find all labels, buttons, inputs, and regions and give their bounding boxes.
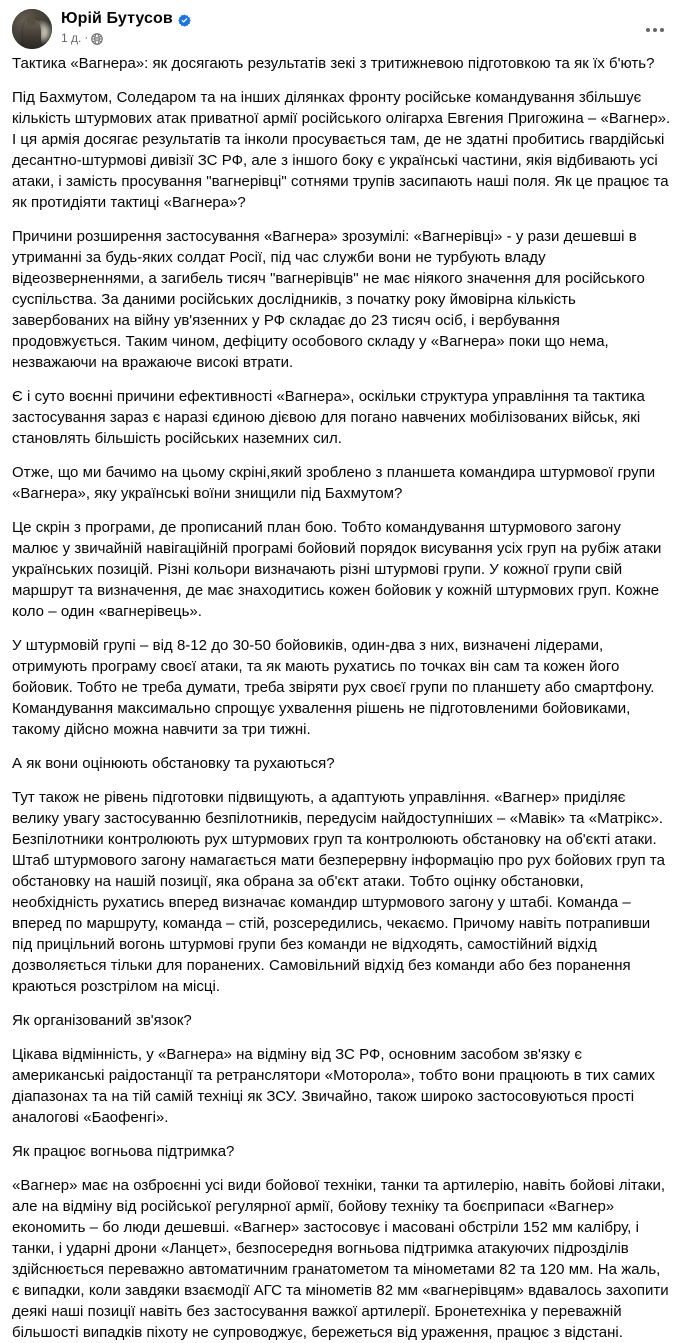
meta-separator: · bbox=[84, 30, 89, 44]
author-name-row bbox=[61, 10, 191, 28]
verified-badge-icon bbox=[178, 14, 191, 27]
ellipsis-dot-3 bbox=[660, 28, 664, 32]
post-paragraph: Як організований зв'язок? bbox=[12, 1012, 192, 1029]
post-paragraph: Отже, що ми бачимо на цьому скріні,який зроблено з планшета командира штурмової групи «Вагнера», яку українські воїни знищили під Бахмутом? bbox=[12, 464, 656, 502]
globe-public-icon[interactable] bbox=[91, 33, 103, 45]
post-paragraph: А як вони оцінюють обстановку та рухаються? bbox=[12, 755, 335, 772]
avatar[interactable] bbox=[12, 9, 52, 49]
post-paragraph: Тактика «Вагнера»: як досягають результатів зекі з тритижневою підготовкою та як їх б'ють? bbox=[12, 55, 655, 72]
post-more-options-button[interactable] bbox=[639, 14, 671, 46]
post-timestamp[interactable]: 1 д. bbox=[61, 31, 82, 45]
post-author-identity bbox=[61, 9, 191, 45]
post-body-text bbox=[0, 50, 683, 1343]
post-paragraph: Як працює вогньова підтримка? bbox=[12, 1143, 235, 1160]
post-header bbox=[0, 0, 683, 50]
post-meta-row bbox=[61, 31, 191, 45]
post-paragraph: Це скрін з програми, де прописаний план бою. Тобто командування штурмового загону малює у звичайній навігаційній програмі бойовий порядок висування усіх груп на рубіж атаки українських позицій. Різні кольори визначають різні штурмові групи. У кожної групи свій маршрут та визначення, де має знаходитись кожен бойовик у кожній штурмових груп. Кожне коло – один «вагнерівець». bbox=[12, 519, 662, 620]
post-paragraph: Цікава відмінність, у «Вагнера» на відміну від ЗС РФ, основним засобом зв'язку є американські раідостанції та ретранслятори «Моторола», тобто вони працюють в тих самих діапазонах та на тій самій техніці як ЗСУ. Звичайно, також широко застосовуються прості аналогові «Баофенгі». bbox=[12, 1046, 655, 1126]
author-name[interactable]: Юрій Бутусов bbox=[61, 10, 173, 27]
post-paragraph: Тут також не рівень підготовки підвищують, а адаптують управління. «Вагнер» приділяє велику увагу застосуванню безпілотників, передусім найдоступніших – «Мавік» та «Матрікс». Безпілотники контролюють рух штурмових груп та контролюють обстановку на об'єкті атаки. Штаб штурмового загону намагається мати безперервну інформацію про рух бойових груп та обстановку на нашій позиції, яка обрана за об'єкт атаки. Тобто оцінку обстановки, необхідність рухатись вперед визначає командир штурмового загону у штабі. Команда – вперед по маршруту, команда – стій, розсередились, чекаємо. Причому навіть потрапивши під прицільний вогонь штурмові групи без команди не відходять, самостійний відхід дозволяється тільки для поранених. Самовільний відхід без команди або без поранення краються розстрілом на місці. bbox=[12, 789, 665, 995]
post-paragraph: У штурмовій групі – від 8-12 до 30-50 бойовиків, один-два з них, визначені лідерами, отримують програму своєї атаки, та як мають рухатись по точках він сам та кожен його бойовик. Тобто не треба думати, треба звіряти рух своєї групи по планшету або смартфону. Командування максимально спрощує ухвалення рішень не підготовленими бойовиками, такому дійсно можна навчити за три тижні. bbox=[12, 637, 655, 738]
post-paragraph: Під Бахмутом, Соледаром та на інших ділянках фронту російське командування збільшує кількість штурмових атак приватної армії російського олігарха Евгения Пригожина – «Вагнер». І ця армія досягає результатів та інколи просувається там, де не здатні пробитись гвардійські десантно-штурмові дивізії ЗС РФ, але з іншого боку є українські частини, якія відбивають усі атаки, і замість просування "вагнерівці" сотнями трупів засипають наші поля. Як це працює та як протидіяти тактиці «Вагнера»? bbox=[12, 89, 671, 211]
ellipsis-dot-1 bbox=[646, 28, 650, 32]
post-paragraph: Є і суто воєнні причини ефективності «Вагнера», оскільки структура управління та тактика застосування зараз є наразі єдиною дієвою для погано навчених мобілізованих військ, які становлять більшість російських наземних сил. bbox=[12, 388, 645, 447]
avatar-photo-head bbox=[27, 17, 36, 26]
ellipsis-dot-2 bbox=[653, 28, 657, 32]
post-paragraph: Причини розширення застосування «Вагнера» зрозумілі: «Вагнерівці» - у рази дешевші в утриманні за будь-яких солдат Росії, під час служби вони не турбують владу відеозверненнями, а загибель тисяч "вагнерівців" не має ніякого значення для російського суспільства. За даними російських дослідників, з початку року ймовірна кількість завербованих на війну ув'язенних у РФ складає до 23 тисяч осіб, і вербування продовжується. Таким чином, дефіциту особового складу у «Вагнера» поки що нема, незважаючи на вражаюче високі втрати. bbox=[12, 228, 645, 371]
post-paragraph: «Вагнер» має на озброєнні усі види бойової техніки, танки та артилерію, навіть бойові літаки, але на відміну від російської регулярної армії, бойову техніку та боєприпаси «Вагнер» економить – бо люди дешевші. «Вагнер» застосовує і масовані обстріли 152 мм калібру, і танки, і ударні дрони «Ланцет», безпосередня вогньова підтримка атакуючих підрозділів здійснюється переважно автоматичним гранатометом та мінометами 82 та 120 мм. На жаль, є випадки, коли завдяки взаємодії АГС та мінометів 82 мм «вагнерівцям» вдавалось захопити деякі наші позиції навіть без застосування важкої артилерії. Бронетехніка у переважній більшості випадків піхоту не супроводжує, бережеться від ураження, працює з відстані. bbox=[12, 1177, 669, 1341]
